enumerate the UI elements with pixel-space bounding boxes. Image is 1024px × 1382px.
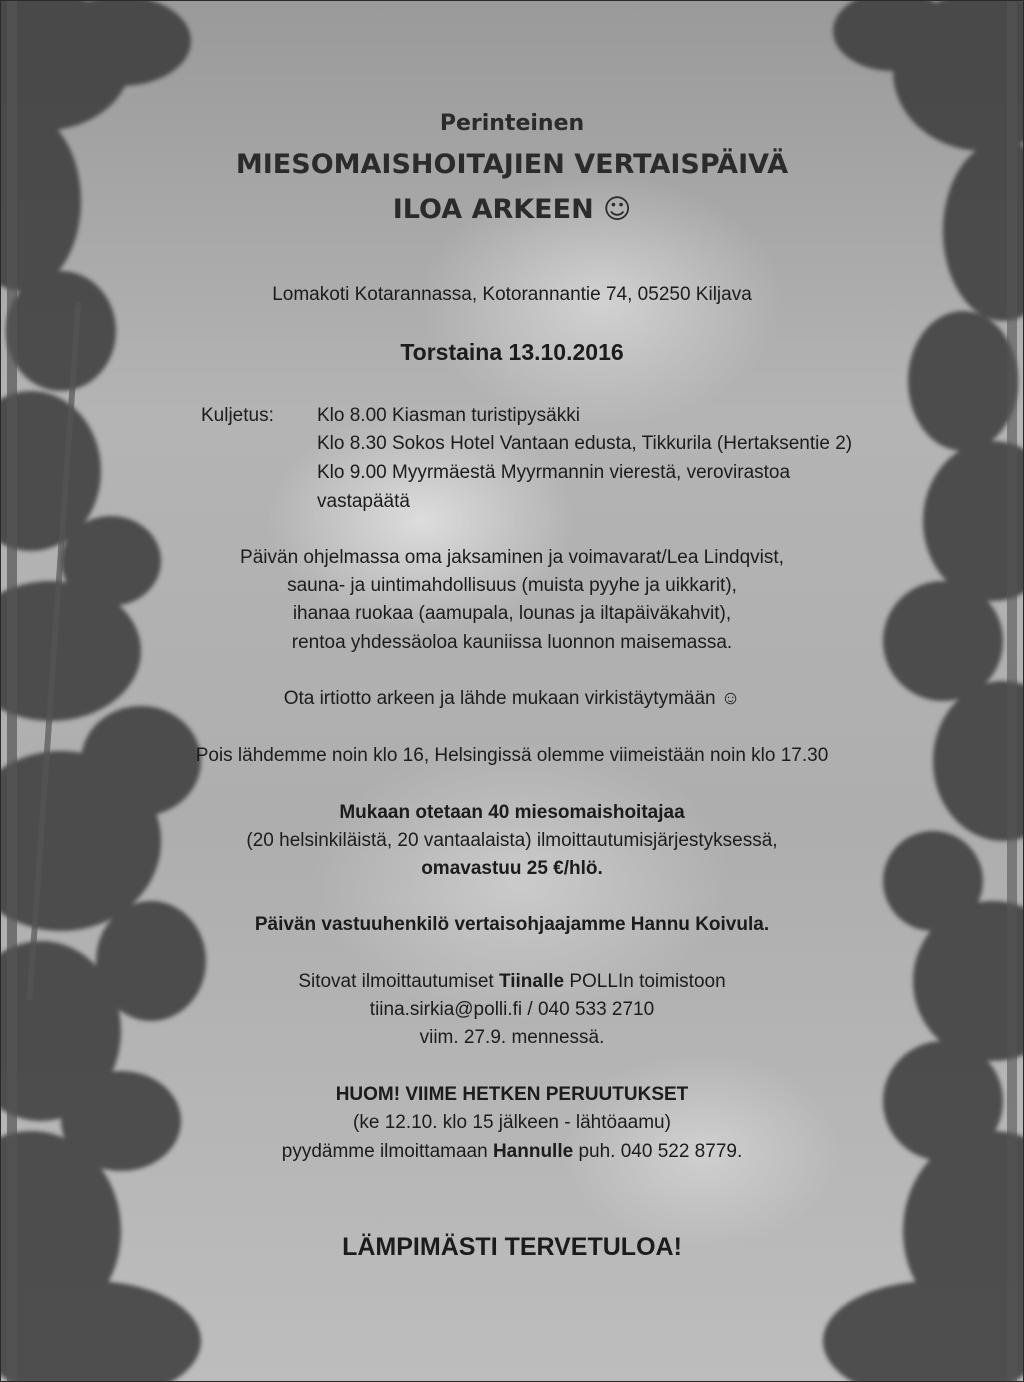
- pre-title: Perinteinen: [439, 111, 585, 136]
- cancellation-text-post: puh. 040 522 8779.: [573, 1141, 743, 1162]
- event-subtitle: ILOA ARKEEN ☺: [392, 194, 632, 225]
- venue-address: Lomakoti Kotarannassa, Kotorannantie 74, 05250 Kiljava: [272, 284, 752, 305]
- invite-text: Ota irtiotto arkeen ja lähde mukaan virkistäytymään ☺: [283, 688, 741, 709]
- responsible-person: Päivän vastuuhenkilö vertaisohjaajamme Hannu Koivula.: [254, 914, 770, 935]
- registration-contact-name: Tiinalle: [498, 971, 565, 992]
- transport-row-3: Klo 9.00 Myyrmäestä Myyrmannin vierestä, verovirastoa: [317, 462, 791, 483]
- program-line-4: rentoa yhdessäoloa kauniissa luonnon maisemassa.: [291, 632, 733, 653]
- cancellation-contact: [1, 1141, 1023, 1163]
- return-time-text: Pois lähdemme noin klo 16, Helsingissä olemme viimeistään noin klo 17.30: [195, 745, 829, 766]
- transport-label: Kuljetus:: [201, 405, 274, 426]
- registration-text-post: POLLIn toimistoon: [564, 971, 726, 992]
- program-line-3: ihanaa ruokaa (aamupala, lounas ja iltapäiväkahvit),: [292, 603, 732, 624]
- event-title: MIESOMAISHOITAJIEN VERTAISPÄIVÄ: [235, 149, 789, 180]
- registration-text-pre: Sitovat ilmoittautumiset: [298, 971, 499, 992]
- program-line-1: Päivän ohjelmassa oma jaksaminen ja voimavarat/Lea Lindqvist,: [240, 547, 784, 568]
- cancellation-text-pre: pyydämme ilmoittamaan: [281, 1141, 493, 1162]
- closing-greeting: LÄMPIMÄSTI TERVETULOA!: [342, 1233, 682, 1261]
- transport-row-1: Klo 8.00 Kiasman turistipysäkki: [317, 405, 580, 426]
- transport-row-2: Klo 8.30 Sokos Hotel Vantaan edusta, Tikkurila (Hertaksentie 2): [317, 433, 853, 454]
- event-date: Torstaina 13.10.2016: [400, 339, 624, 365]
- registration-contact: tiina.sirkia@polli.fi / 040 533 2710: [369, 999, 655, 1020]
- registration-deadline: viim. 27.9. mennessä.: [419, 1027, 605, 1048]
- participants-split: (20 helsinkiläistä, 20 vantaalaista) ilmoittautumisjärjestyksessä,: [246, 830, 778, 851]
- participant-fee: omavastuu 25 €/hlö.: [421, 858, 603, 879]
- transport-row-4: vastapäätä: [317, 491, 410, 512]
- participants-count: Mukaan otetaan 40 miesomaishoitajaa: [339, 802, 685, 823]
- cancellation-heading: HUOM! VIIME HETKEN PERUUTUKSET: [335, 1084, 689, 1105]
- cancellation-contact-name: Hannulle: [492, 1141, 574, 1162]
- registration-line-1: [1, 971, 1023, 993]
- cancellation-period: (ke 12.10. klo 15 jälkeen - lähtöaamu): [353, 1112, 671, 1133]
- program-line-2: sauna- ja uintimahdollisuus (muista pyyhe ja uikkarit),: [287, 575, 737, 596]
